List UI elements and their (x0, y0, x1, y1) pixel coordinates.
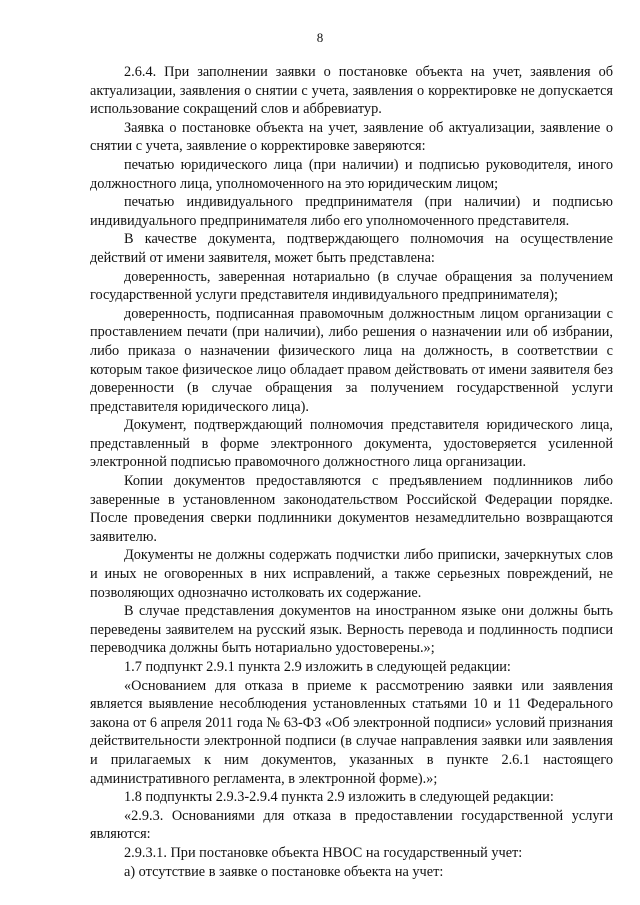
paragraph: 1.8 подпункты 2.9.3-2.9.4 пункта 2.9 изложить в следующей редакции: (124, 789, 554, 806)
paragraph: Копии документов предоставляются с предъявлением подлинников либо заверенные в установленном законодательством Российской Федерации порядке. После проведения сверки подлинники документов незамедлительно возвращаются заявителю. (90, 473, 613, 545)
paragraph: «Основанием для отказа в приеме к рассмотрению заявки или заявления является выявление несоблюдения установленных статьями 10 и 11 Федерального закона от 6 апреля 2011 года № 63-ФЗ «Об электронной подписи» условий признания действительности электронной подписи (в случае направления заявки или заявления и прилагаемых к ним документов, указанных в пункте 2.6.1 настоящего административного регламента, в электронной форме).»; (90, 677, 613, 787)
paragraph: доверенность, подписанная правомочным должностным лицом организации с проставлением печати (при наличии), либо решения о назначении или об избрании, либо приказа о назначении физического лица на должность, в соответствии с которым такое физическое лицо обладает правом действовать от имени заявителя без доверенности (в случае обращения за получением государственной услуги представителя юридического лица). (90, 305, 613, 415)
paragraph: 2.6.4. При заполнении заявки о постановке объекта на учет, заявления об актуализации, заявления о снятии с учета, заявления о корректировке не допускается использование сокращений слов и аббревиатур. (90, 64, 613, 118)
paragraph: доверенность, заверенная нотариально (в случае обращения за получением государственной услуги представителя индивидуального предпринимателя); (90, 268, 613, 304)
paragraph: печатью юридического лица (при наличии) и подписью руководителя, иного должностного лица, уполномоченного на это юридическим лицом; (90, 156, 613, 192)
page-number: 8 (316, 30, 324, 45)
paragraph: 1.7 подпункт 2.9.1 пункта 2.9 изложить в следующей редакции: (124, 659, 511, 675)
document-body (90, 63, 613, 881)
paragraph: 2.9.3.1. При постановке объекта НВОС на государственный учет: (124, 844, 523, 861)
paragraph: Заявка о постановке объекта на учет, заявление об актуализации, заявление о снятии с учета, заявление о корректировке заверяются: (90, 119, 613, 155)
paragraph: В качестве документа, подтверждающего полномочия на осуществление действий от имени заявителя, может быть представлена: (90, 231, 613, 266)
paragraph: Документы не должны содержать подчистки либо приписки, зачеркнутых слов и иных не оговоренных в них исправлений, а также серьезных повреждений, не позволяющих однозначно истолковать их содержание. (90, 547, 613, 601)
paragraph: «2.9.3. Основаниями для отказа в предоставлении государственной услуги являются: (90, 807, 613, 843)
paragraph: а) отсутствие в заявке о постановке объекта на учет: (124, 863, 444, 880)
paragraph: Документ, подтверждающий полномочия представителя юридического лица, представленный в форме электронного документа, удостоверяется усиленной электронной подписью правомочного должностного лица организации. (90, 417, 613, 471)
paragraph: печатью индивидуального предпринимателя (при наличии) и подписью индивидуального предпринимателя либо его уполномоченного представителя. (90, 194, 613, 229)
paragraph: В случае представления документов на иностранном языке они должны быть переведены заявителем на русский язык. Верность перевода и подлинность подписи переводчика должны быть нотариально удостоверены.»; (90, 603, 613, 657)
